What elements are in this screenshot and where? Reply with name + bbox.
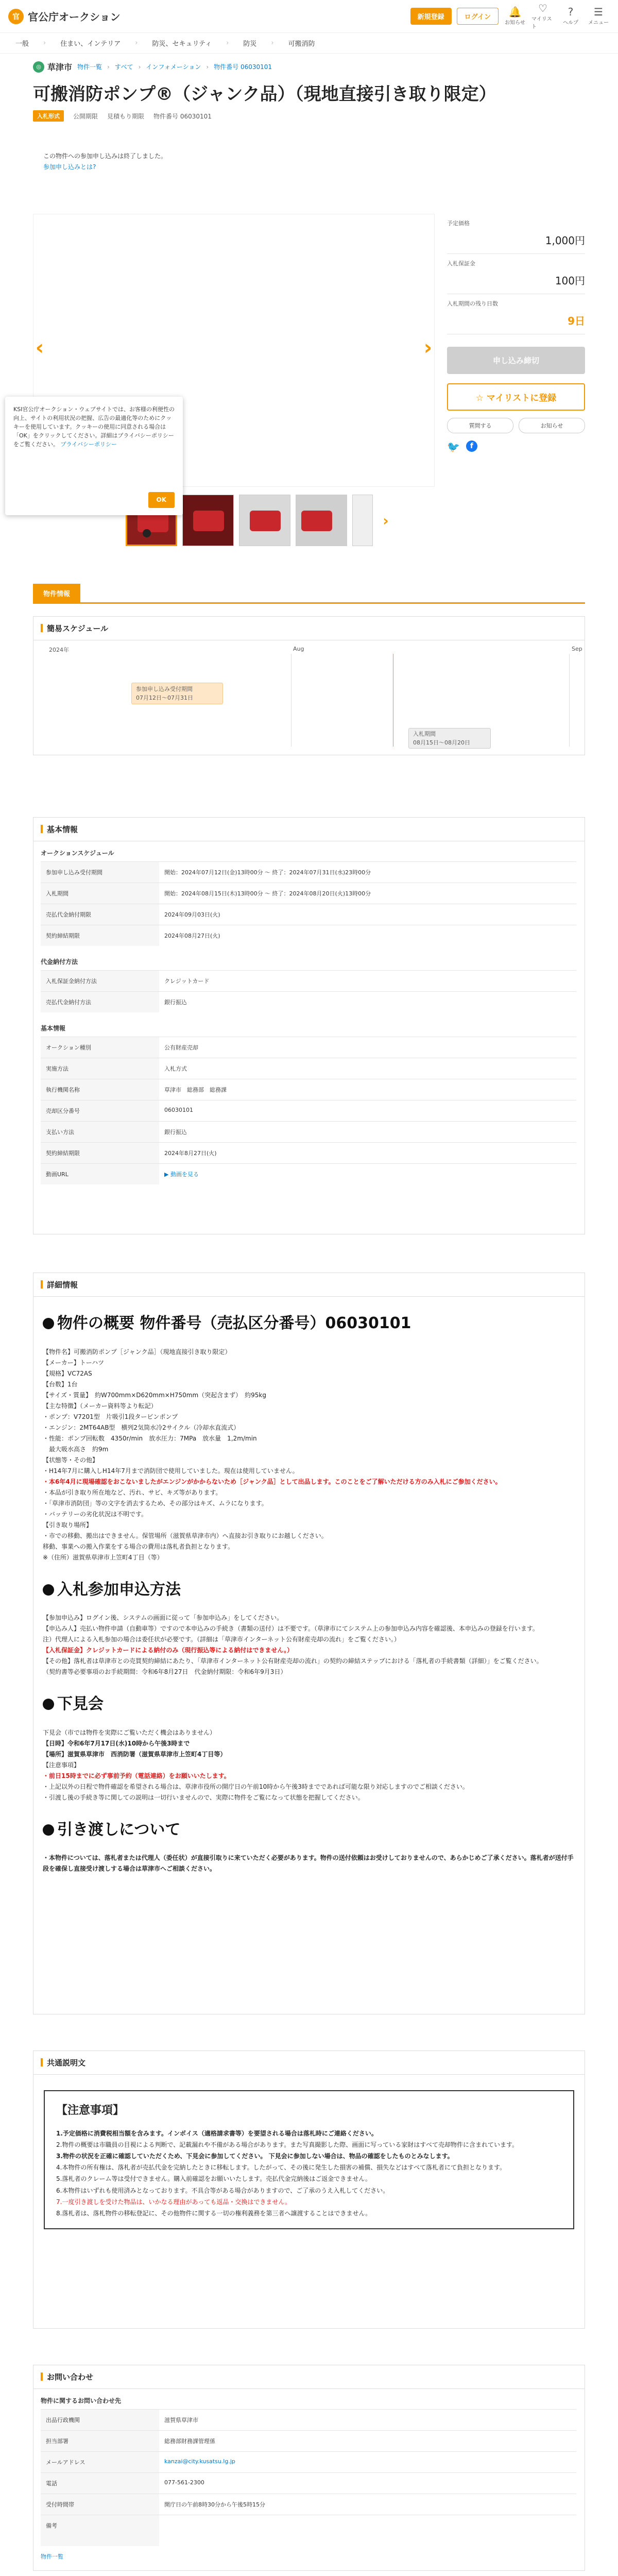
apply-method-heading-text: 入札参加申込方法 (57, 1580, 181, 1599)
info-table (41, 1037, 576, 1184)
detail-line: ・上記以外の日程で物件確認を希望される場合は、草津市役所の開庁日の午前10時から午後3時までであれば可能な限り対応しますのでご相談ください。 (43, 1783, 469, 1790)
note-line: 8.落札者は、落札物件の移転登記に、その他物件に関する一切の権利義務を第三者へ譲渡することはできません。 (56, 2210, 372, 2217)
table-value: 入札方式 (159, 1058, 576, 1079)
detail-title: 詳細情報 (47, 1280, 78, 1290)
detail-line: ・バッテリーの劣化状況は不明です。 (43, 1510, 148, 1518)
notification-label: お知らせ (505, 20, 525, 26)
header-actions (410, 3, 610, 30)
table-row (41, 1037, 576, 1058)
mylist-header-label: マイリスト (531, 16, 552, 30)
handover-heading (43, 1817, 575, 1844)
bullet-icon (43, 1584, 54, 1596)
twitter-icon[interactable]: 🐦 (447, 440, 460, 453)
help-icon: ? (568, 6, 574, 18)
register-button[interactable]: 新規登録 (410, 8, 452, 25)
item-list-link[interactable]: 物件一覧 (41, 2553, 63, 2560)
logo-text: 官公庁オークション (28, 11, 121, 23)
table-row (41, 1079, 576, 1100)
catnav-item[interactable]: 防災 (243, 40, 257, 48)
table-key: 契約締結期限 (41, 1143, 159, 1164)
detail-line: 【状態等・その他】 (43, 1456, 99, 1464)
page-title: 可搬消防ポンプ®（ジャンク品）（現地直接引き取り限定） (33, 84, 496, 105)
chevron-right-icon: › (135, 39, 138, 47)
table-row (41, 904, 576, 925)
heading-accent (41, 2372, 43, 2381)
side-mini-actions (447, 418, 585, 433)
table-key: 支払い方法 (41, 1122, 159, 1143)
schedule-table (41, 861, 576, 946)
table-key: 契約締結期限 (41, 925, 159, 946)
breadcrumb-org-name: 草津市 (47, 62, 73, 72)
detail-line: 【メーカー】トーハツ (43, 1359, 105, 1366)
apply-help-link[interactable]: 参加申し込みとは? (43, 163, 96, 171)
table-key: 担当部署 (41, 2431, 159, 2452)
cookie-text: KSI官公庁オークション・ウェブサイトでは、お客様の利便性の向上、サイトの利用状況の把握、広告の最適化等のためにクッキーを使用しています。クッキーの使用に同意される場合は「OK」をクリックしてください。詳細はプライバシーポリシーをご覧ください。 (13, 406, 175, 448)
detail-line: ・本品が引き取り所在地など、汚れ、サビ、キズ等があります。 (43, 1488, 222, 1496)
contact-title: お問い合わせ (47, 2372, 94, 2382)
timeline-bar-application (131, 683, 223, 704)
breadcrumb-item[interactable]: インフォメーション (146, 63, 201, 71)
schedule-heading (33, 617, 585, 640)
detail-line: 【日時】令和6年7月17日(水)10時から午後3時まで (43, 1739, 190, 1747)
detail-line: 【参加申込み】ログイン後、システムの画面に従って「参加申込み」をしてください。 (43, 1614, 283, 1621)
table-key: 執行機関名称 (41, 1079, 159, 1100)
timeline-gridline (569, 654, 570, 747)
catnav-item[interactable]: 住まい、インテリア (60, 40, 121, 48)
table-row (41, 1122, 576, 1143)
item-meta (0, 110, 618, 122)
notes-box-title: 【注意事項】 (56, 2104, 125, 2117)
table-row (41, 2494, 576, 2515)
cookie-ok-button[interactable]: OK (148, 492, 175, 508)
gallery-prev-arrow-icon[interactable]: ‹ (35, 336, 44, 360)
help-label: ヘルプ (563, 20, 578, 26)
table-row (41, 925, 576, 946)
detail-line: 最大吸水高さ 約9m (43, 1445, 109, 1453)
heart-icon: ♡ (538, 2, 547, 14)
table-row (41, 2452, 576, 2473)
pump-image (250, 511, 281, 531)
bullet-icon (43, 1318, 54, 1329)
timeline-bar-bidding (408, 728, 491, 749)
video-link[interactable]: 動画を見る (170, 1171, 199, 1178)
detail-line: 【規格】VC72AS (43, 1369, 92, 1377)
table-value: 開庁日の午前8時30分から午後5時15分 (159, 2494, 576, 2515)
timeline-bar-dates: 07月12日～07月31日 (136, 694, 193, 701)
apply-method-heading (43, 1577, 575, 1604)
table-value (159, 2515, 576, 2546)
social-share (447, 440, 585, 453)
table-key: 実施方法 (41, 1058, 159, 1079)
pump-image (301, 511, 332, 531)
add-to-mylist-button[interactable]: ☆ マイリストに登録 (447, 383, 585, 411)
schedule-section (33, 616, 585, 755)
table-value: 開始：2024年07月12日(金)13時00分 ～ 終了：2024年07月31日(水)23時00分 (159, 862, 576, 883)
chevron-right-icon: › (43, 39, 46, 47)
common-notes-heading (33, 2051, 585, 2075)
breadcrumb-item[interactable]: 物件一覧 (77, 63, 102, 71)
note-line: 2.物件の概要は市職員の目視による判断で、記載漏れや不備がある場合があります。また写真撮影した際、画面に写っている家財はすべて売却物件に含まれています。 (56, 2141, 519, 2148)
basic-info-title: 基本情報 (47, 825, 78, 834)
table-key: 売払代金納付方法 (41, 992, 159, 1013)
contact-table (41, 2409, 576, 2546)
table-key: メールアドレス (41, 2452, 159, 2473)
chevron-right-icon: › (206, 63, 209, 71)
table-key: 電話 (41, 2473, 159, 2494)
detail-line: ・本物件については、落札者または代理人（委任状）が直接引取りに来ていただく必要があります。物件の送付依頼はお受けしておりませんので、あらかじめご了承ください。落札者が送付手段を確保し直接受け渡しする場合は草津市へご相談ください。 (43, 1854, 574, 1872)
detail-line: ・「草津市消防団」等の文字を消去するため、その部分はキズ、ムラになります。 (43, 1499, 268, 1507)
apply-closed-button[interactable]: 申し込み締切 (447, 347, 585, 374)
remaining-days-value: 9日 (568, 315, 585, 327)
notification-button[interactable] (504, 7, 526, 26)
table-key: 売払代金納付期限 (41, 904, 159, 925)
catnav-item[interactable]: 可搬消防 (288, 40, 315, 48)
detail-line: 【台数】1台 (43, 1380, 78, 1388)
detail-line: 【申込み人】売払い物件申請（自動車等）ですので本申込みの手続き（書類の送付）は不要です。（草津市にてシステム上の参加申込み内容を確認後、本申込みの登録を行います。 (43, 1625, 539, 1632)
table-key: オークション種別 (41, 1037, 159, 1058)
note-line: 7.一度引き渡しを受けた物品は、いかなる理由があっても返品・交換はできません。 (56, 2198, 291, 2206)
detail-line: 【場所】滋賀県草津市 西消防署（滋賀県草津市上笠町4丁目等） (43, 1750, 227, 1758)
detail-line: ※（住所）滋賀県草津市上笠町4丁目（等） (43, 1553, 163, 1561)
detail-line: ・引渡し後の手続き等に関しての説明は一切行いませんので、実際に物件をご覧になって状態を把握してください。 (43, 1793, 364, 1801)
deposit-value: 100円 (555, 275, 585, 287)
overview-heading-text: 物件の概要 物件番号（売払区分番号）06030101 (57, 1314, 411, 1332)
deposit-label: 入札保証金 (447, 260, 475, 267)
common-notes-section (33, 2050, 585, 2329)
detail-line: 【サイズ・質量】 約W700mm×D620mm×H750mm（突起含まず） 約95kg (43, 1391, 266, 1399)
handover-heading-text: 引き渡しについて (57, 1820, 181, 1839)
detail-line: 注）代理人による入札参加の場合は委任状が必要です。（詳細は「草津市インターネット公有財産売却の流れ」をご覧ください。） (43, 1636, 400, 1643)
detail-line: 下見会（市では物件を実際にご覧いただく機会はありません） (43, 1728, 216, 1736)
detail-tab-bar (33, 584, 585, 604)
logo-mark-icon: 官 (8, 9, 24, 24)
help-button[interactable] (559, 7, 582, 26)
menu-button[interactable] (587, 7, 610, 26)
basic-info-heading (33, 818, 585, 841)
detail-line: ・H14年7月に購入しH14年7月まで消防団で使用していました。現在は使用していません。 (43, 1467, 299, 1475)
table-value: 2024年8月27日(火) (159, 1143, 576, 1164)
facebook-icon[interactable]: f (466, 440, 477, 452)
breadcrumb-item[interactable]: すべて (114, 63, 133, 71)
pump-image (193, 511, 224, 531)
timeline-year: 2024年 (49, 647, 69, 653)
payment-subtitle: 代金納付方法 (41, 958, 78, 965)
meta-item: 物件番号 06030101 (153, 112, 212, 120)
detail-line: 移動、事業への搬入作業をする場合の費用は落札者負担となります。 (43, 1543, 234, 1550)
table-key: 入札期間 (41, 883, 159, 904)
auction-schedule-subtitle: オークションスケジュール (41, 850, 114, 857)
table-value: 2024年09月03日(火) (159, 904, 576, 925)
detail-heading (33, 1273, 585, 1297)
cookie-consent-dialog (5, 397, 183, 515)
contact-heading (33, 2365, 585, 2389)
table-row (41, 2410, 576, 2431)
table-value: 06030101 (159, 1100, 576, 1122)
chevron-right-icon: › (271, 39, 274, 47)
detail-line: 【物件名】可搬消防ポンプ［ジャンク品］（現地直接引き取り限定） (43, 1348, 231, 1355)
tab-item-info[interactable]: 物件情報 (33, 584, 80, 602)
preview-heading (43, 1691, 575, 1718)
email-link[interactable]: kanzai@city.kusatsu.lg.jp (159, 2452, 576, 2473)
table-key: 動画URL (41, 1164, 159, 1185)
table-value: 公有財産売却 (159, 1037, 576, 1058)
schedule-title: 簡易スケジュール (47, 624, 109, 633)
table-row (41, 2473, 576, 2494)
note-line: 3.物件の状況を正確に確認していただくため、下見会に参加してください。 下見会に参加しない場合は、物品の確認をしたものとみなします。 (56, 2153, 454, 2160)
catnav-item[interactable]: 防災、セキュリティ (152, 40, 212, 48)
site-header (0, 0, 618, 33)
thumbnail[interactable] (296, 495, 347, 546)
payment-table (41, 970, 576, 1012)
table-value: 開始：2024年08月15日(木)13時00分 ～ 終了：2024年08月20日(火)13時00分 (159, 883, 576, 904)
table-key: 受付時間帯 (41, 2494, 159, 2515)
detail-line: ・性能：ポンプ回転数 4350r/min 放水圧力：7MPa 放水量 1,2m/min (43, 1434, 257, 1442)
menu-icon: ☰ (594, 6, 603, 18)
city-seal-icon: ◎ (33, 61, 44, 73)
detail-line: ・市での移動、搬出はできません。保管場所（滋賀県草津市内）へ直接お引き取りにお越しください。 (43, 1532, 328, 1539)
table-value: 総務部財務課管理係 (159, 2431, 576, 2452)
table-key: 備考 (41, 2515, 159, 2546)
timeline-month: Sep (572, 646, 582, 652)
meta-item: 公開期限 (73, 112, 98, 120)
table-value: 2024年08月27日(火) (159, 925, 576, 946)
note-line: 1.予定価格に消費税相当額を含みます。インボイス（適格請求書等）を要望される場合は落札時にご連絡ください。 (56, 2129, 377, 2137)
breadcrumb-item: 物件番号 06030101 (214, 63, 272, 71)
note-line: 6.本物件はいずれも使用済みとなっております。不具合等がある場合がありますので、ご了承のうえ入札してください。 (56, 2187, 389, 2194)
chevron-right-icon: › (107, 63, 110, 71)
detail-section (33, 1273, 585, 2014)
detail-warning-line: 【入札保証金】クレジットカードによる納付のみ（現行振込等による納付はできません。） (43, 1647, 294, 1654)
table-row (41, 2515, 576, 2546)
table-row (41, 1143, 576, 1164)
question-button[interactable]: 質問する (447, 418, 513, 433)
table-key: 売却区分番号 (41, 1100, 159, 1122)
table-value: 銀行振込 (159, 1122, 576, 1143)
catnav-item[interactable]: 一般 (15, 40, 29, 48)
table-value: 銀行振込 (159, 992, 576, 1013)
bell-icon: 🔔 (508, 6, 522, 18)
table-key: 入札保証金納付方法 (41, 971, 159, 992)
start-price-value: 1,000円 (545, 234, 585, 247)
wheel-image (143, 529, 151, 537)
breadcrumb (0, 54, 618, 77)
menu-label: メニュー (588, 20, 609, 26)
contact-subtitle: 物件に関するお問い合わせ先 (41, 2397, 122, 2404)
deposit-block (447, 254, 585, 294)
detail-line: ・ポンプ：V7201型 片吸引1段タービンポンプ (43, 1413, 178, 1420)
chevron-right-icon: › (226, 39, 229, 47)
apply-closed-note (0, 122, 618, 171)
table-row (41, 2431, 576, 2452)
login-button[interactable]: ログイン (457, 8, 499, 25)
basic-info-section (33, 817, 585, 1234)
info-subtitle: 基本情報 (41, 1025, 66, 1032)
table-row (41, 862, 576, 883)
video-cell (159, 1164, 576, 1185)
overview-heading (43, 1310, 575, 1337)
gallery-next-arrow-icon[interactable]: › (423, 336, 433, 360)
timeline-bar-label: 入札期間 (413, 731, 436, 737)
detail-line: （契約書等必要事項のお手続期間：令和6年8月27日 代金納付期限：令和6年9月3日） (43, 1668, 287, 1675)
heading-accent (41, 825, 43, 833)
timeline-bar-label: 参加申し込み受付期間 (136, 686, 193, 692)
start-price-label: 予定価格 (447, 220, 470, 227)
category-nav (0, 33, 618, 54)
bullet-icon (43, 1824, 54, 1836)
detail-line: 【その他】落札者は草津市との売買契約締結にあたり、「草津市インターネット公有財産売却の流れ」の契約の締結ステップにおける「落札者の手続書類（詳細）」をご覧ください。 (43, 1657, 543, 1665)
note-line: 4.本物件の所有権は、落札者が売払代金を完納したときに移転します。したがって、その後に発生した損害の補償、損失などはすべて落札者にて負担となります。 (56, 2164, 506, 2172)
heading-accent (41, 2058, 43, 2066)
table-row (41, 992, 576, 1013)
detail-line: 【引き取り場所】 (43, 1521, 93, 1529)
video-link-icon[interactable]: ▶ (164, 1171, 170, 1178)
detail-line: ・エンジン：2MT64AB型 横列2気筒水冷2サイクル（冷却水直流式） (43, 1423, 240, 1431)
table-row (41, 1058, 576, 1079)
bullet-icon (43, 1699, 54, 1710)
table-value: 滋賀県草津市 (159, 2410, 576, 2431)
thumbnail-next-arrow-icon[interactable]: › (383, 512, 389, 529)
detail-warning-line: ・本6年4月に現場確認をおこないましたがエンジンがかからないため［ジャンク品］として出品します。このことをご了解いただける方のみ入札にご参加ください。 (43, 1478, 502, 1485)
table-value: 077-561-2300 (159, 2473, 576, 2494)
privacy-policy-link[interactable]: プライバシーポリシー (60, 441, 117, 448)
notes-box (44, 2090, 574, 2229)
thumbnail[interactable] (239, 495, 290, 546)
remaining-days-block (447, 294, 585, 334)
remaining-days-label: 入札期間の残り日数 (447, 300, 498, 307)
start-price-block (447, 214, 585, 254)
thumbnail[interactable] (182, 495, 234, 546)
heading-accent (41, 624, 43, 632)
apply-closed-text: この物件への参加申し込みは終了しました。 (43, 152, 167, 160)
mylist-header-button[interactable] (531, 3, 554, 30)
table-value: 草津市 総務部 総務課 (159, 1079, 576, 1100)
table-key: 出品行政機関 (41, 2410, 159, 2431)
price-panel (447, 214, 585, 453)
detail-body (33, 1310, 585, 1885)
site-logo[interactable] (8, 9, 121, 24)
schedule-timeline (33, 640, 585, 754)
preview-heading-text: 下見会 (57, 1695, 104, 1713)
table-key: 参加申し込み受付期間 (41, 862, 159, 883)
meta-item: 見積もり期限 (107, 112, 145, 120)
heading-accent (41, 1280, 43, 1289)
breadcrumb-org[interactable] (33, 61, 72, 73)
detail-line: 【注意事項】 (43, 1761, 80, 1769)
table-row (41, 1164, 576, 1185)
thumbnail[interactable] (352, 495, 373, 546)
detail-line: 【主な特徴】（メーカー資料等より転記） (43, 1402, 157, 1410)
table-row (41, 1100, 576, 1122)
table-row (41, 971, 576, 992)
table-row (41, 883, 576, 904)
detail-warning-line: ・前日15時までに必ず事前予約（電話連絡）をお願いいたします。 (43, 1772, 230, 1780)
note-line: 5.落札者のクレーム等は受付できません。購入前確認をお願いいたします。売払代金完納後はご返金できません。 (56, 2175, 371, 2183)
table-value: クレジットカード (159, 971, 576, 992)
notify-button[interactable]: お知らせ (519, 418, 585, 433)
timeline-month: Aug (293, 646, 304, 652)
timeline-bar-dates: 08月15日～08月20日 (413, 739, 470, 746)
common-notes-title: 共通説明文 (47, 2058, 86, 2067)
auction-type-badge: 入札形式 (33, 110, 64, 122)
contact-section (33, 2365, 585, 2571)
chevron-right-icon: › (138, 63, 141, 71)
